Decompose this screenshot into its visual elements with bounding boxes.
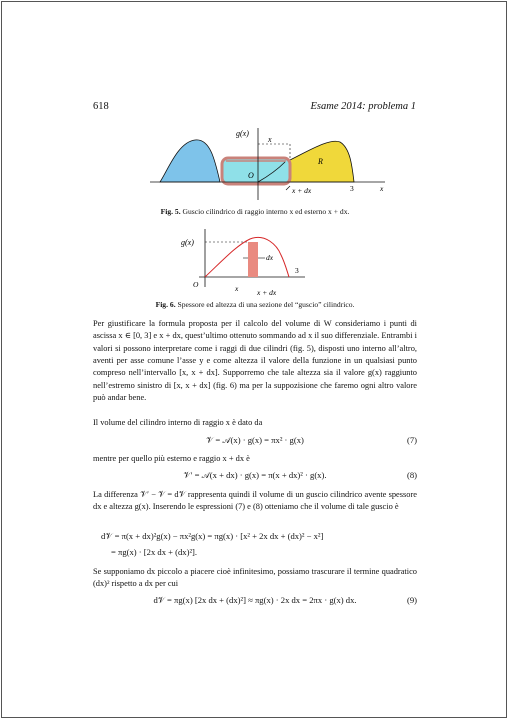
fig5-label-3: 3 <box>350 184 354 193</box>
page-number: 618 <box>93 101 109 112</box>
fig5-label-O: O <box>248 171 254 180</box>
fig6-caption <box>0 300 510 309</box>
paragraph-1: Per giustificare la formula proposta per il calcolo del volume di W consideriamo i punti di ascissa x ∈ [0, 3] e x + dx, quest’ultimo ottenuto sommando ad x il suo differenziale. Entrambi i valori si possono interpretare come i raggi di due cilindri (fig. 5), disposti uno interno all’altro, aventi per asse comune l’asse y e come altezza il valore della funzione in un qualsiasi punto compreso nell’intervallo [x, x + dx]. Supporremo che tale altezza sia il valore g(x) raggiunto nell’estremo sinistro di [x, x + dx] (fig. 6) ma per la suppozisione che faremo ogni altro valore può andar bene. <box>93 319 417 403</box>
equation-8-number: (8) <box>406 470 417 480</box>
fig5-caption-label: Fig. 5. <box>160 207 181 216</box>
fig6-caption-label: Fig. 6. <box>155 300 176 309</box>
fig5-shell <box>222 158 290 184</box>
figure-5 <box>140 120 400 202</box>
fig5-label-R: R <box>318 157 323 166</box>
equation-7-body: 𝒱 = 𝒜(x) · g(x) = πx² · g(x) <box>206 435 304 445</box>
fig5-caption-text: Guscio cilindrico di raggio interno x ed esterno x + dx. <box>182 207 350 216</box>
fig5-caption <box>0 207 510 216</box>
paragraph-4: La differenza 𝒱′ − 𝒱 = d𝒱 rappresenta quindi il volume di un guscio cilindrico avente spessore dx e altezza g(x). Inserendo le espressioni (7) e (8) otteniamo che il volume di tale guscio è <box>93 490 417 512</box>
fig6-bar <box>248 242 258 277</box>
fig6-label-x: x <box>235 284 239 293</box>
fig6-label-O: O <box>193 280 199 289</box>
fig5-label-x-marker: x <box>268 135 272 144</box>
equation-long-line2: = πg(x) · [2x dx + (dx)²]. <box>111 547 198 557</box>
fig6-label-gx: g(x) <box>181 238 194 247</box>
equation-long-line1: d𝒱 = π(x + dx)²g(x) − πx²g(x) = πg(x) · [x² + 2x dx + (dx)² − x²] <box>101 531 324 541</box>
paragraph-5: Se supponiamo dx piccolo a piacere cioè infinitesimo, possiamo trascurare il termine quadratico (dx)² rispetto a dx per cui <box>93 567 417 589</box>
equation-9-body: d𝒱 = πg(x) [2x dx + (dx)²] ≈ πg(x) · 2x dx = 2πx · g(x) dx. <box>153 595 357 605</box>
fig6-label-xdx: x + dx <box>257 288 277 297</box>
fig5-label-x-axis: x <box>380 184 384 193</box>
paragraph-2: Il volume del cilindro interno di raggio x è dato da <box>93 418 263 427</box>
equation-7-number: (7) <box>406 435 417 445</box>
fig6-label-dx: dx <box>266 253 274 262</box>
fig6-label-3: 3 <box>295 266 299 275</box>
fig6-caption-text: Spessore ed altezza di una sezione del “guscio” cilindrico. <box>177 300 355 309</box>
figure-6 <box>175 225 315 297</box>
equation-9-number: (9) <box>406 595 417 605</box>
fig6-curve <box>205 237 289 277</box>
fig5-label-xdx: x + dx <box>292 186 312 195</box>
fig5-label-gx: g(x) <box>236 129 249 138</box>
running-title: Esame 2014: problema 1 <box>310 101 416 112</box>
equation-8-body: 𝒱′ = 𝒜(x + dx) · g(x) = π(x + dx)² · g(x). <box>183 470 327 480</box>
paragraph-3: mentre per quello più esterno e raggio x + dx è <box>93 454 250 463</box>
fig5-left-region <box>160 140 220 182</box>
